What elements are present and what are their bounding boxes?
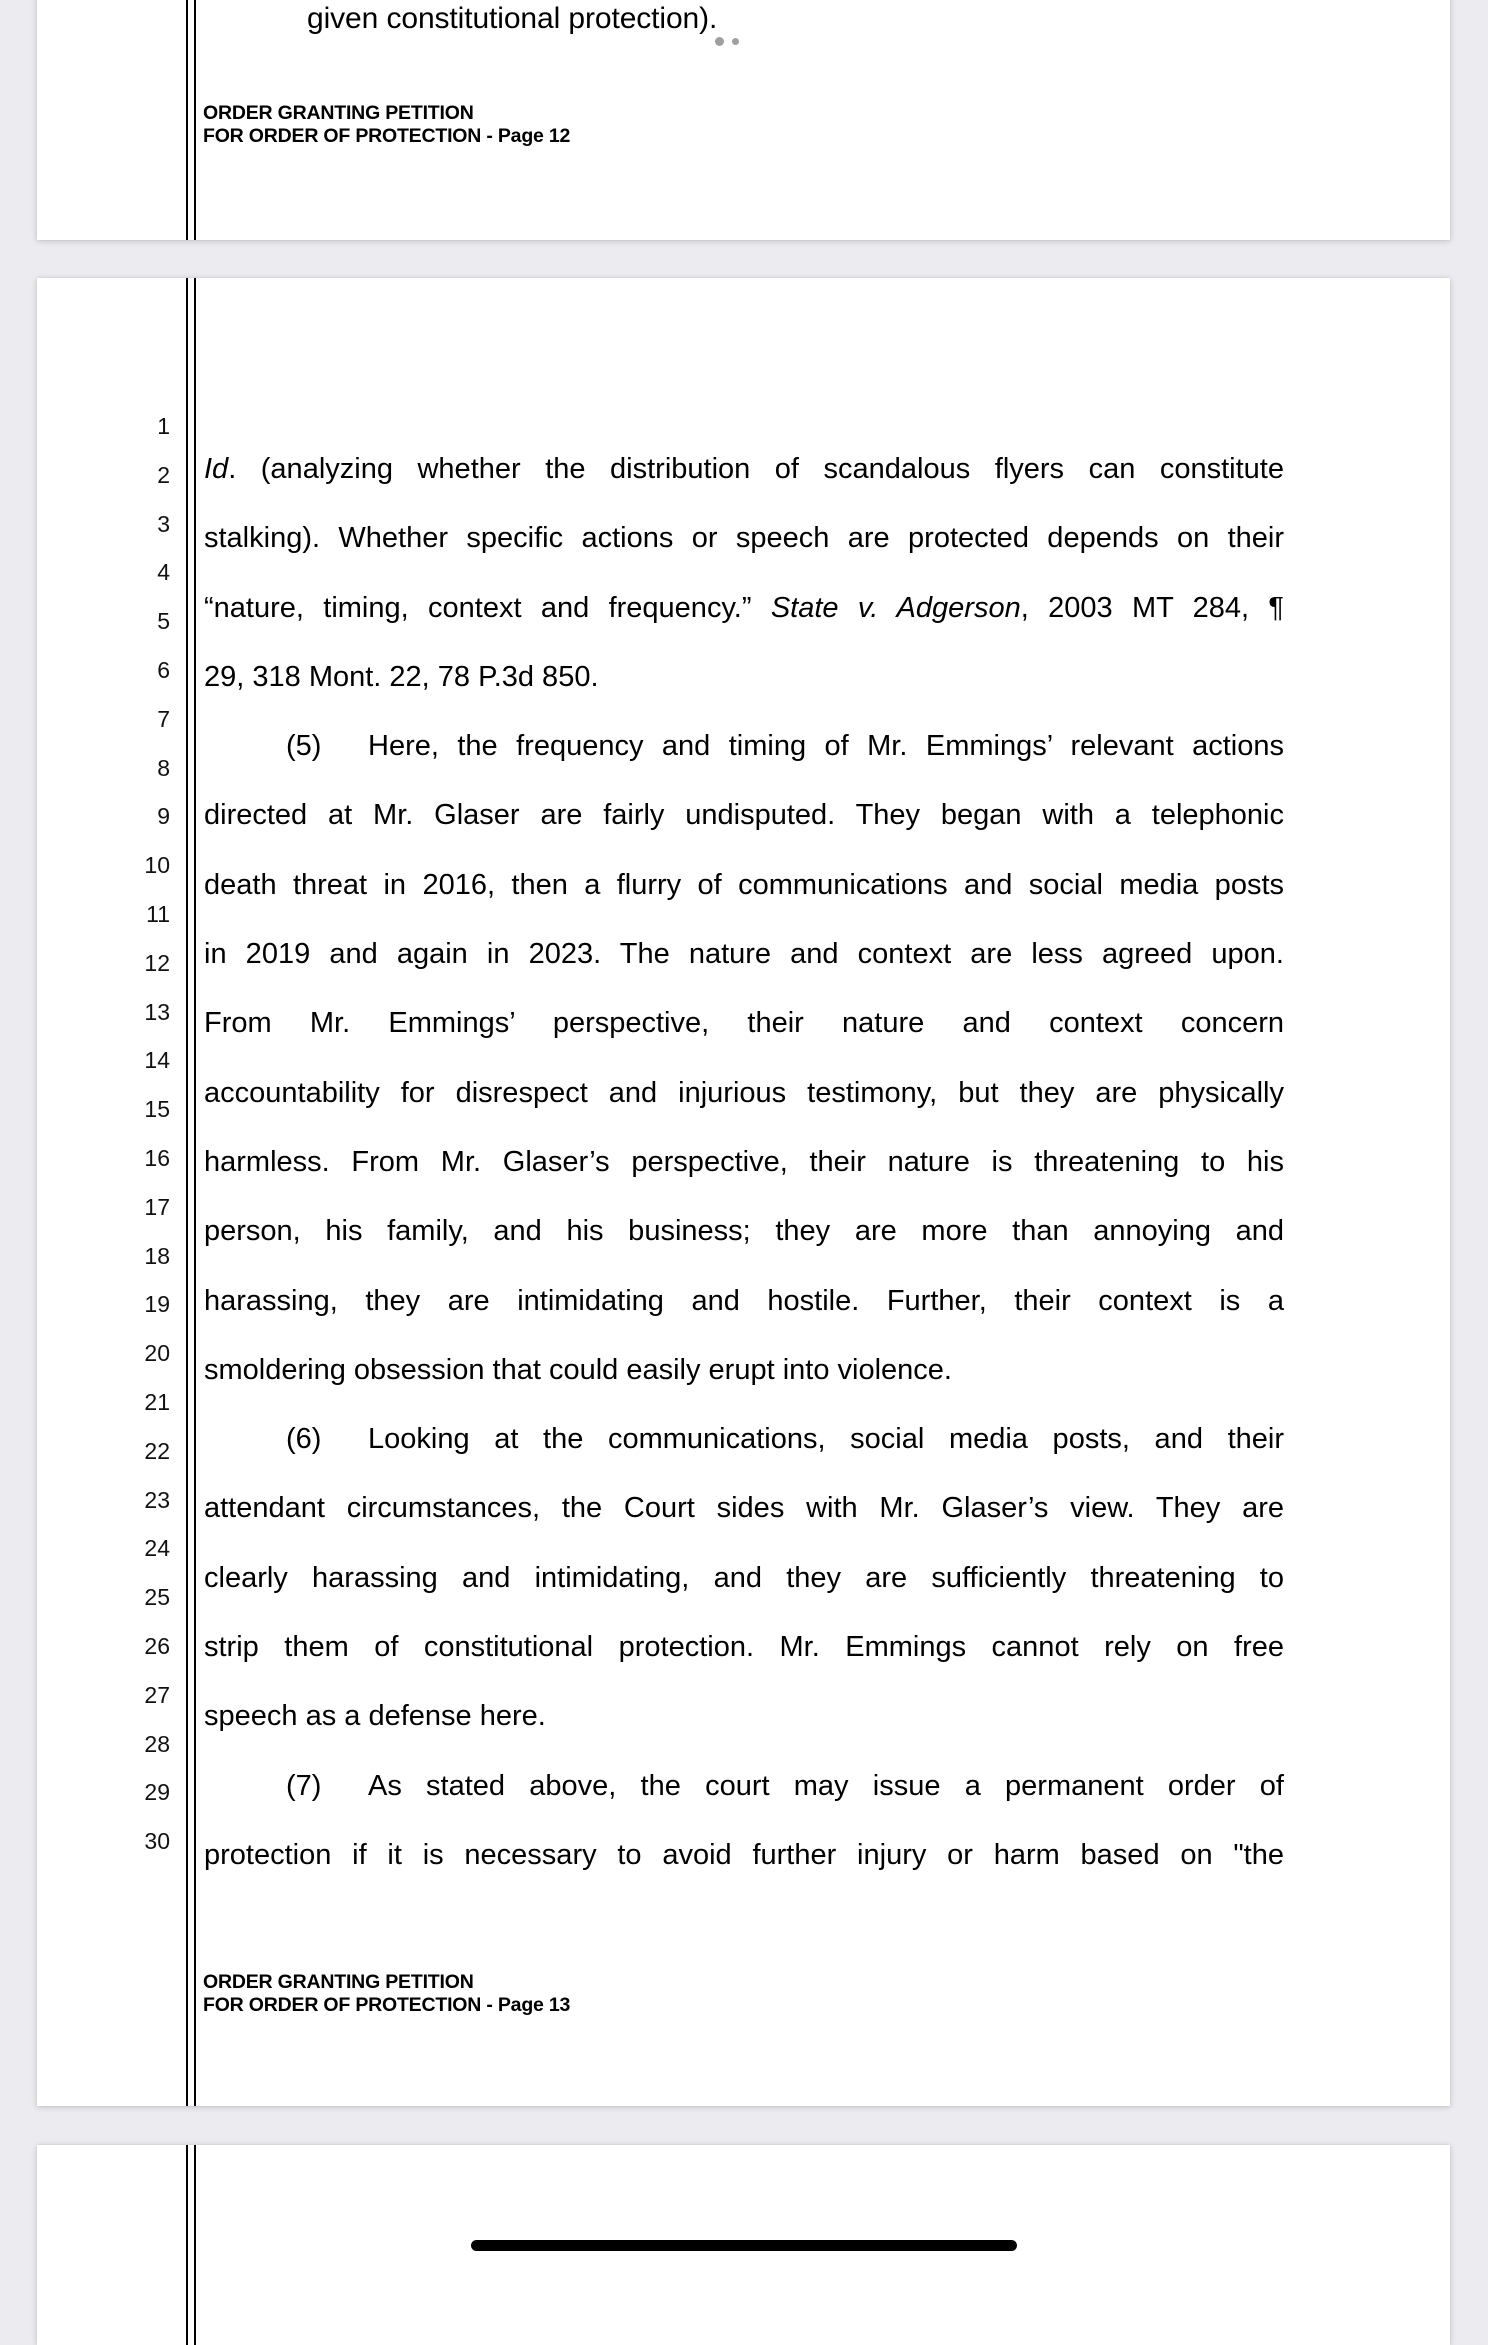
text-line <box>204 726 1284 795</box>
page-scroll-indicator <box>715 36 739 46</box>
text-line <box>204 518 1284 587</box>
footer-line-1: ORDER GRANTING PETITION <box>203 102 474 124</box>
line-number: 4 <box>157 559 170 586</box>
line-number: 23 <box>144 1486 170 1513</box>
line-number: 30 <box>144 1828 170 1855</box>
citation-italic: Id <box>204 453 229 485</box>
paragraph-number: (5) <box>286 730 322 763</box>
line-number: 28 <box>144 1730 170 1757</box>
text-segment: As stated above, the court may issue a permanent order of <box>368 1769 1284 1802</box>
line-number: 19 <box>144 1291 170 1318</box>
text-segment: Looking at the communications, social media posts, and their <box>368 1423 1284 1456</box>
text-line <box>204 588 1284 657</box>
page-footer <box>203 102 570 148</box>
scroll-dot-icon <box>715 37 724 46</box>
line-number: 8 <box>157 754 170 781</box>
text-line <box>204 1003 1284 1072</box>
text-line <box>204 1211 1284 1280</box>
footer-line-2: FOR ORDER OF PROTECTION - Page 12 <box>203 125 571 147</box>
home-indicator[interactable] <box>471 2240 1017 2251</box>
text-line <box>204 795 1284 864</box>
text-line <box>204 657 1284 726</box>
line-number: 26 <box>144 1633 170 1659</box>
footer-line-2: FOR ORDER OF PROTECTION - Page 13 <box>203 1994 571 2016</box>
line-number: 11 <box>146 901 170 927</box>
text-segment: , 2003 MT 284, ¶ <box>1020 591 1284 624</box>
margin-rule-inner <box>194 2145 196 2345</box>
line-number: 27 <box>144 1681 170 1708</box>
line-number: 17 <box>144 1193 170 1220</box>
text-segment: directed at Mr. Glaser are fairly undisputed. They began with a telephonic <box>204 799 1284 832</box>
footer-line-1: ORDER GRANTING PETITION <box>203 1971 474 1993</box>
margin-rule-inner <box>194 278 196 2106</box>
margin-rule-outer <box>186 2145 188 2345</box>
paragraph-number: (6) <box>286 1423 322 1456</box>
text-line <box>204 1766 1284 1835</box>
text-line <box>204 449 1284 518</box>
line-number: 12 <box>144 949 170 976</box>
text-line <box>204 1073 1284 1142</box>
text-segment: in 2019 and again in 2023. The nature and context are less agreed upon. <box>204 938 1284 971</box>
text-segment: smoldering obsession that could easily erupt into violence. <box>204 1353 952 1386</box>
line-number: 21 <box>144 1389 170 1415</box>
text-segment: accountability for disrespect and injurious testimony, but they are physically <box>204 1076 1284 1109</box>
line-number: 20 <box>144 1340 170 1367</box>
text-line <box>204 1350 1284 1419</box>
line-number: 22 <box>144 1437 170 1464</box>
line-number: 10 <box>144 852 170 879</box>
text-line <box>204 1558 1284 1627</box>
text-segment: person, his family, and his business; they are more than annoying and <box>204 1215 1284 1248</box>
pdf-page-13 <box>37 278 1450 2106</box>
margin-rule-outer <box>186 278 188 2106</box>
document-body <box>204 449 1284 1904</box>
line-number: 16 <box>144 1145 170 1171</box>
line-number: 2 <box>157 461 170 488</box>
line-number: 6 <box>157 657 170 683</box>
text-line <box>204 1835 1284 1904</box>
text-segment: protection if it is necessary to avoid further injury or harm based on "the <box>204 1838 1284 1871</box>
text-segment: harassing, they are intimidating and hostile. Further, their context is a <box>204 1284 1284 1317</box>
line-number: 5 <box>157 608 170 635</box>
text-segment: strip them of constitutional protection. Mr. Emmings cannot rely on free <box>204 1631 1284 1664</box>
text-segment: speech as a defense here. <box>204 1700 546 1733</box>
margin-rule-outer <box>186 0 188 240</box>
text-line <box>204 1142 1284 1211</box>
line-number: 15 <box>144 1096 170 1123</box>
continuation-text: given constitutional protection). <box>307 2 718 35</box>
line-number: 18 <box>144 1242 170 1269</box>
line-number: 14 <box>144 1047 170 1074</box>
line-number: 25 <box>144 1584 170 1611</box>
line-number: 13 <box>144 998 170 1025</box>
line-number: 29 <box>144 1779 170 1806</box>
text-line <box>204 865 1284 934</box>
text-segment: Here, the frequency and timing of Mr. Emmings’ relevant actions <box>368 730 1284 763</box>
text-line <box>204 1488 1284 1557</box>
text-segment: . (analyzing whether the distribution of scandalous flyers can constitute <box>228 453 1284 485</box>
page-footer <box>203 1971 570 2017</box>
line-number: 9 <box>157 803 170 830</box>
text-segment: death threat in 2016, then a flurry of communications and social media posts <box>204 868 1284 901</box>
text-segment: 29, 318 Mont. 22, 78 P.3d 850. <box>204 660 599 693</box>
text-segment: “nature, timing, context and frequency.” <box>204 591 771 624</box>
line-number: 7 <box>157 705 170 732</box>
text-line <box>204 934 1284 1003</box>
line-number: 1 <box>157 413 170 439</box>
text-segment: From Mr. Emmings’ perspective, their nature and context concern <box>204 1007 1284 1040</box>
text-segment: stalking). Whether specific actions or speech are protected depends on their <box>204 522 1284 555</box>
text-line <box>204 1627 1284 1696</box>
paragraph-number: (7) <box>286 1769 322 1802</box>
line-number: 3 <box>157 510 170 537</box>
text-line <box>204 1696 1284 1765</box>
margin-rule-inner <box>194 0 196 240</box>
text-segment: harmless. From Mr. Glaser’s perspective, their nature is threatening to his <box>204 1145 1284 1178</box>
text-line <box>204 1281 1284 1350</box>
scroll-dot-icon <box>732 38 739 45</box>
text-segment: attendant circumstances, the Court sides with Mr. Glaser’s view. They are <box>204 1492 1284 1525</box>
text-segment: clearly harassing and intimidating, and they are sufficiently threatening to <box>204 1561 1284 1594</box>
line-number: 24 <box>144 1535 170 1562</box>
case-citation: State v. Adgerson <box>770 591 1021 624</box>
text-line <box>204 1419 1284 1488</box>
pdf-page-12 <box>37 0 1450 240</box>
